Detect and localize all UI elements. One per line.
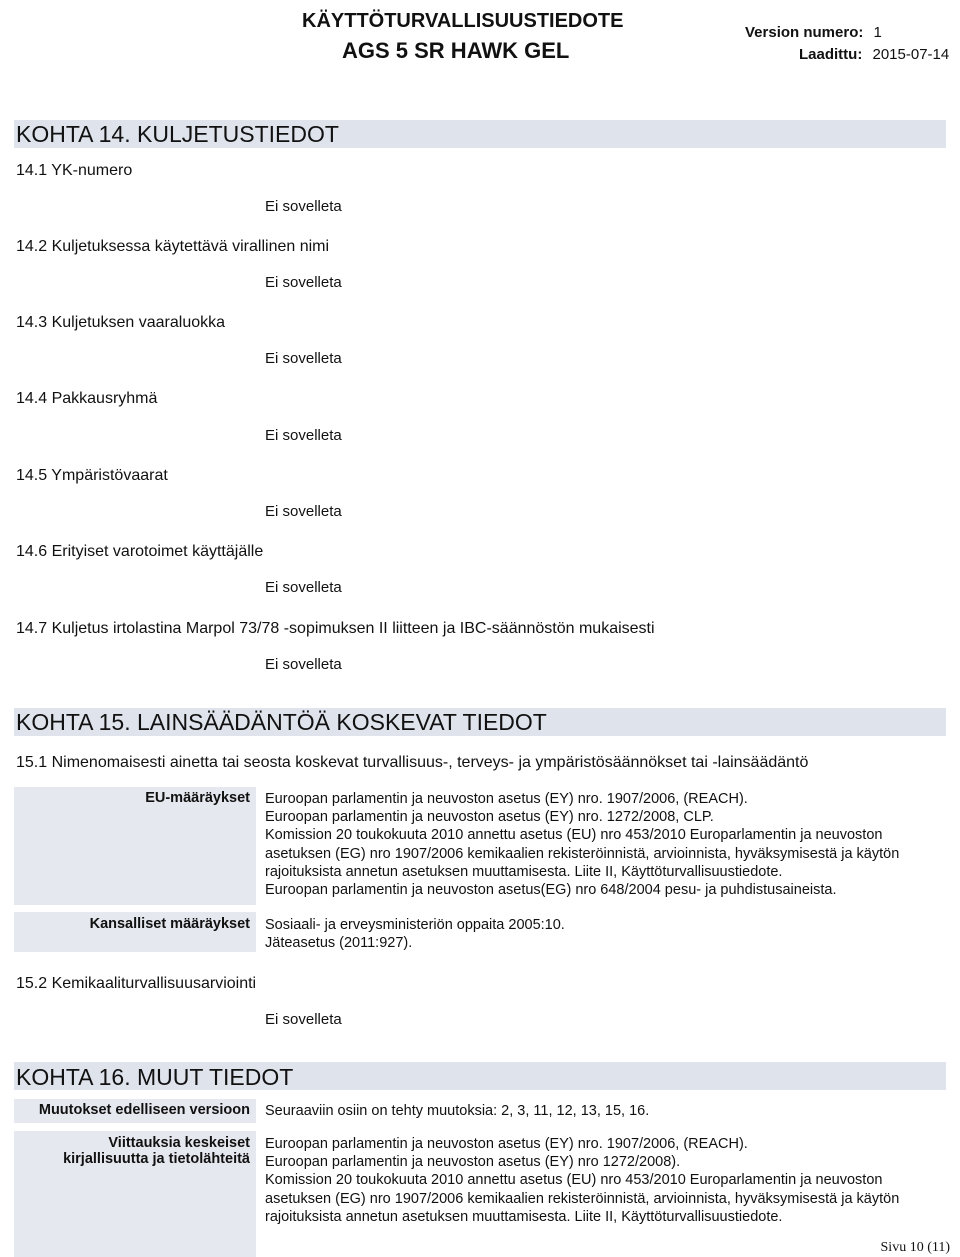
item-14-5-value: Ei sovelleta xyxy=(265,503,342,520)
references-label-line-2: kirjallisuutta ja tietolähteitä xyxy=(63,1151,250,1167)
reference-line: Euroopan parlamentin ja neuvoston asetus (EY) nro 1272/2008). xyxy=(265,1154,681,1171)
eu-regulations-list xyxy=(265,790,899,899)
item-14-4-label: 14.4 Pakkausryhmä xyxy=(16,390,158,407)
section-16-header xyxy=(14,1062,946,1090)
item-14-7-label: 14.7 Kuljetus irtolastina Marpol 73/78 -sopimuksen II liitteen ja IBC-säännöstön mukaisesti xyxy=(16,620,655,637)
item-14-1-label: 14.1 YK-numero xyxy=(16,162,133,179)
item-14-7-value: Ei sovelleta xyxy=(265,656,342,673)
eu-regulation-line: rajoituksista annetun asetuksen muuttamisesta. Liite II, Käyttöturvallisuustiedote. xyxy=(265,863,783,880)
date-value: 2015-07-14 xyxy=(872,46,950,63)
item-15-1-label: 15.1 Nimenomaisesti ainetta tai seosta koskevat turvallisuus-, terveys- ja ympäristösäännökset tai -lainsäädäntö xyxy=(16,754,809,771)
item-14-2-value: Ei sovelleta xyxy=(265,274,342,291)
references-list xyxy=(265,1135,899,1226)
reference-line: Komission 20 toukokuuta 2010 annettu asetus (EU) nro 453/2010 Europarlamentin ja neuvoston xyxy=(265,1172,883,1189)
section-15-header xyxy=(14,708,946,736)
eu-regulation-line: Euroopan parlamentin ja neuvoston asetus (EY) nro. 1272/2008, CLP. xyxy=(265,809,714,826)
section-14-title: KOHTA 14. KULJETUSTIEDOT xyxy=(16,121,339,147)
eu-regulation-line: Euroopan parlamentin ja neuvoston asetus (EY) nro. 1907/2006, (REACH). xyxy=(265,791,748,807)
item-14-4-value: Ei sovelleta xyxy=(265,427,342,444)
date-row xyxy=(799,46,949,63)
changes-label: Muutokset edelliseen versioon xyxy=(14,1099,256,1123)
eu-regulations-label: EU-määräykset xyxy=(14,787,256,905)
reference-line: rajoituksista annetun asetuksen muuttamisesta. Liite II, Käyttöturvallisuustiedote. xyxy=(265,1208,783,1225)
item-14-1-value: Ei sovelleta xyxy=(265,198,342,215)
eu-regulation-line: asetuksen (EG) nro 1907/2006 kemikaalien rekisteröinnistä, arvioinnista, hyväksymisestä ja käytön xyxy=(265,845,900,862)
item-15-2-value: Ei sovelleta xyxy=(265,1011,342,1028)
page-number: Sivu 10 (11) xyxy=(880,1240,950,1255)
eu-regulation-line: Euroopan parlamentin ja neuvoston asetus(EG) nro 648/2004 pesu- ja puhdistusaineista. xyxy=(265,882,837,899)
version-label: Version numero: xyxy=(745,24,864,41)
reference-line: asetuksen (EG) nro 1907/2006 kemikaalien rekisteröinnistä, arvioinnista, hyväksymisestä ja käytön xyxy=(265,1190,900,1207)
item-14-5-label: 14.5 Ympäristövaarat xyxy=(16,467,168,484)
references-label-line-1: Viittauksia keskeiset xyxy=(108,1135,250,1151)
section-14-header xyxy=(14,120,946,148)
item-14-3-value: Ei sovelleta xyxy=(265,350,342,367)
national-regulations-label: Kansalliset määräykset xyxy=(14,912,256,952)
references-label xyxy=(14,1131,256,1257)
item-14-2-label: 14.2 Kuljetuksessa käytettävä virallinen nimi xyxy=(16,238,330,255)
national-regulation-line: Sosiaali- ja erveysministeriön oppaita 2005:10. xyxy=(265,917,565,933)
item-15-2-label: 15.2 Kemikaaliturvallisuusarviointi xyxy=(16,975,257,992)
item-14-3-label: 14.3 Kuljetuksen vaaraluokka xyxy=(16,314,226,331)
national-regulation-line: Jäteasetus (2011:927). xyxy=(265,935,413,952)
changes-value: Seuraaviin osiin on tehty muutoksia: 2, 3, 11, 12, 13, 15, 16. xyxy=(265,1103,650,1119)
section-16-title: KOHTA 16. MUUT TIEDOT xyxy=(16,1064,294,1090)
eu-regulation-line: Komission 20 toukokuuta 2010 annettu asetus (EU) nro 453/2010 Europarlamentin ja neuvoston xyxy=(265,827,883,844)
item-14-6-label: 14.6 Erityiset varotoimet käyttäjälle xyxy=(16,543,264,560)
item-14-6-value: Ei sovelleta xyxy=(265,579,342,596)
product-name: AGS 5 SR HAWK GEL xyxy=(342,38,570,63)
version-row xyxy=(745,24,882,41)
section-15-title: KOHTA 15. LAINSÄÄDÄNTÖÄ KOSKEVAT TIEDOT xyxy=(16,709,547,735)
national-regulations-list xyxy=(265,916,565,952)
document-title: KÄYTTÖTURVALLISUUSTIEDOTE xyxy=(302,10,624,32)
version-value: 1 xyxy=(873,24,882,41)
reference-line: Euroopan parlamentin ja neuvoston asetus (EY) nro. 1907/2006, (REACH). xyxy=(265,1136,748,1152)
date-label: Laadittu: xyxy=(799,46,863,63)
